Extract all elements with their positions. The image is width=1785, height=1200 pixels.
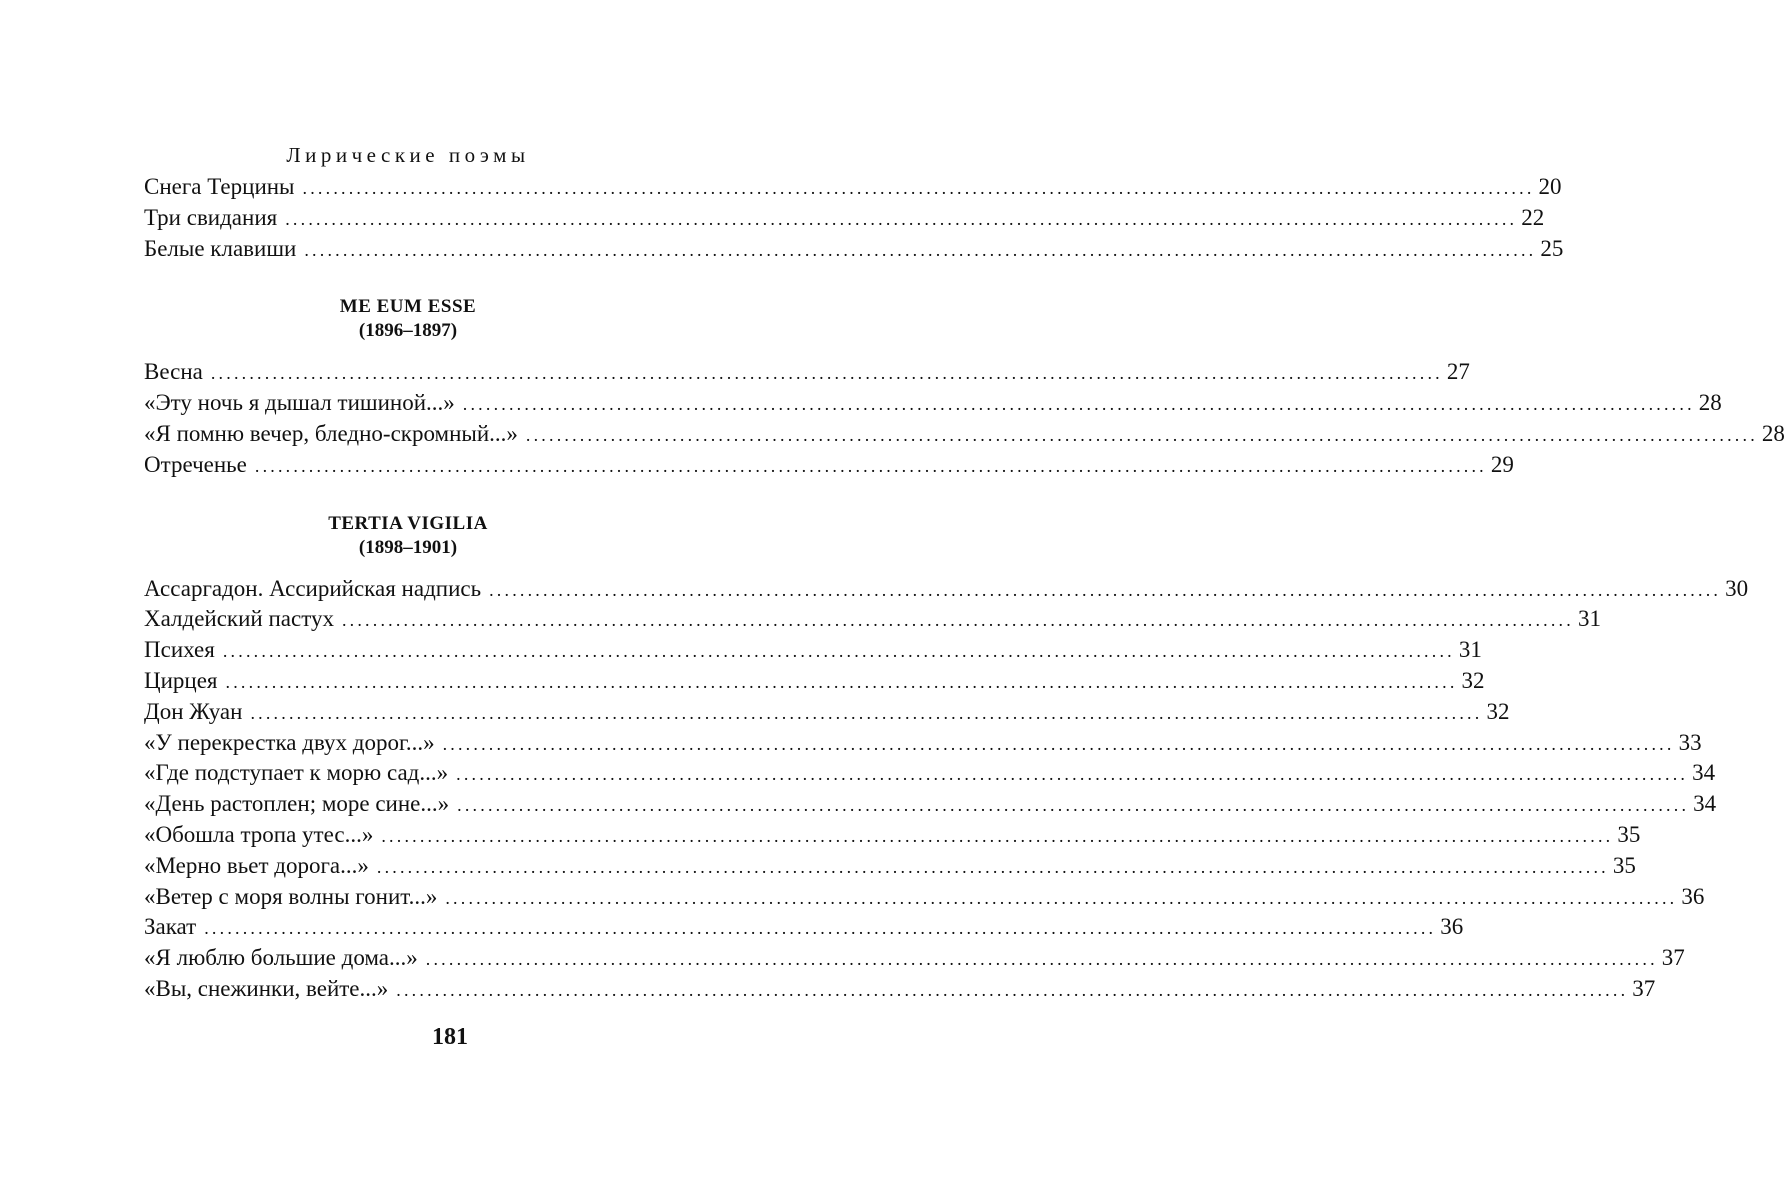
entry-page: 34 <box>1692 760 1716 786</box>
entry-page: 36 <box>1681 883 1705 909</box>
entry-title: Закат <box>144 914 197 940</box>
dot-leader: ................................................................................................................................................................ <box>341 610 1574 631</box>
entry-title: Три свидания <box>144 204 278 230</box>
dot-leader: ................................................................................................................................................................ <box>302 178 1535 198</box>
entry-page: 25 <box>1540 235 1564 261</box>
dot-leader: ................................................................................................................................................................ <box>462 394 1695 415</box>
entry-title: «Обошла тропа утес...» <box>144 821 374 847</box>
dot-leader: ................................................................................................................................................................ <box>425 949 1658 970</box>
toc-entry <box>144 666 1485 697</box>
dot-leader: ................................................................................................................................................................ <box>376 856 1609 877</box>
dot-leader: ................................................................................................................................................................ <box>222 641 1455 662</box>
toc-entry <box>144 882 1705 913</box>
entry-title: Снега Терцины <box>144 174 295 199</box>
entry-title: Цирцея <box>144 667 218 693</box>
toc-entry <box>144 234 1564 265</box>
entry-title: Отреченье <box>144 451 247 477</box>
page-number: 181 <box>432 1024 468 1050</box>
lyric-poems-heading: Лирические поэмы <box>286 143 530 167</box>
dot-leader: ................................................................................................................................................................ <box>250 702 1483 723</box>
dot-leader: ................................................................................................................................................................ <box>381 825 1614 846</box>
toc-entry <box>144 388 1722 419</box>
entry-page: 34 <box>1693 791 1717 817</box>
entry-page: 30 <box>1725 575 1749 601</box>
table-of-contents <box>144 138 1785 1005</box>
toc-entry <box>144 728 1702 759</box>
toc-entry <box>144 574 1749 605</box>
toc-entry <box>144 758 1716 789</box>
entry-page: 33 <box>1678 729 1702 755</box>
toc-entry <box>144 419 1785 450</box>
dot-leader: ................................................................................................................................................................ <box>445 887 1678 908</box>
toc-entry <box>144 697 1510 728</box>
entry-page: 37 <box>1632 975 1656 1001</box>
dot-leader: ................................................................................................................................................................ <box>254 455 1487 476</box>
entry-page: 28 <box>1761 420 1785 446</box>
entry-page: 32 <box>1461 667 1485 693</box>
section-title: TERTIA VIGILIA <box>328 512 488 534</box>
toc-entry <box>144 450 1514 481</box>
entry-title: Ассаргадон. Ассирийская надпись <box>144 575 482 601</box>
lyric-poems-list <box>144 172 1564 264</box>
entry-page: 35 <box>1617 821 1641 847</box>
entry-title: Халдейский пастух <box>144 606 334 632</box>
entry-page: 35 <box>1612 852 1636 878</box>
dot-leader: ................................................................................................................................................................ <box>285 208 1518 229</box>
entry-title: «День растоплен; море сине...» <box>144 791 450 817</box>
toc-entry <box>144 851 1636 882</box>
toc-entry <box>144 203 1545 234</box>
entry-title: «Ветер с моря волны гонит...» <box>144 883 438 909</box>
dot-leader: ................................................................................................................................................................ <box>225 671 1458 692</box>
dot-leader: ................................................................................................................................................................ <box>396 979 1629 1000</box>
toc-entry <box>144 820 1641 851</box>
entry-page: 32 <box>1486 698 1510 724</box>
entry-title: «Где подступает к морю сад...» <box>144 760 449 786</box>
entry-title: Психея <box>144 637 215 663</box>
entry-title: «У перекрестка двух дорог...» <box>144 729 435 755</box>
entry-title: Весна <box>144 359 203 385</box>
toc-entry <box>144 974 1656 1005</box>
entry-title: Белые клавиши <box>144 235 297 261</box>
entry-page: 31 <box>1458 637 1482 663</box>
entry-title: «Я помню вечер, бледно-скромный...» <box>144 420 518 446</box>
toc-entry <box>144 357 1470 388</box>
dot-leader: ................................................................................................................................................................ <box>304 239 1537 260</box>
toc-entry <box>144 635 1482 666</box>
entry-title: «Вы, снежинки, вейте...» <box>144 975 389 1001</box>
dot-leader: ................................................................................................................................................................ <box>525 424 1758 445</box>
entry-page: 29 <box>1490 451 1514 477</box>
section-years: (1898–1901) <box>358 536 458 558</box>
dot-leader: ................................................................................................................................................................ <box>457 795 1690 816</box>
me-eum-esse-section <box>144 295 1785 480</box>
entry-page: 28 <box>1698 390 1722 416</box>
toc-entry <box>144 172 1562 203</box>
entry-page: 27 <box>1446 359 1470 385</box>
section-title: ME EUM ESSE <box>339 296 477 318</box>
entry-page: 20 <box>1538 174 1562 199</box>
entry-page: 37 <box>1661 945 1685 971</box>
toc-entry <box>144 789 1717 820</box>
entry-title: «Эту ночь я дышал тишиной...» <box>144 390 455 416</box>
section-years: (1896–1897) <box>358 320 458 342</box>
dot-leader: ................................................................................................................................................................ <box>489 579 1722 600</box>
dot-leader: ................................................................................................................................................................ <box>210 363 1443 384</box>
toc-entry <box>144 943 1685 974</box>
dot-leader: ................................................................................................................................................................ <box>204 918 1437 939</box>
entry-title: Дон Жуан <box>144 698 243 724</box>
tertia-vigilia-section <box>144 512 1749 1005</box>
entry-page: 31 <box>1577 606 1601 632</box>
toc-entry <box>144 604 1601 635</box>
dot-leader: ................................................................................................................................................................ <box>456 764 1689 785</box>
dot-leader: ................................................................................................................................................................ <box>442 733 1675 754</box>
toc-entry <box>144 912 1464 943</box>
entry-title: «Я люблю большие дома...» <box>144 945 418 971</box>
entry-page: 36 <box>1440 914 1464 940</box>
entry-title: «Мерно вьет дорога...» <box>144 852 369 878</box>
entry-page: 22 <box>1521 204 1545 230</box>
